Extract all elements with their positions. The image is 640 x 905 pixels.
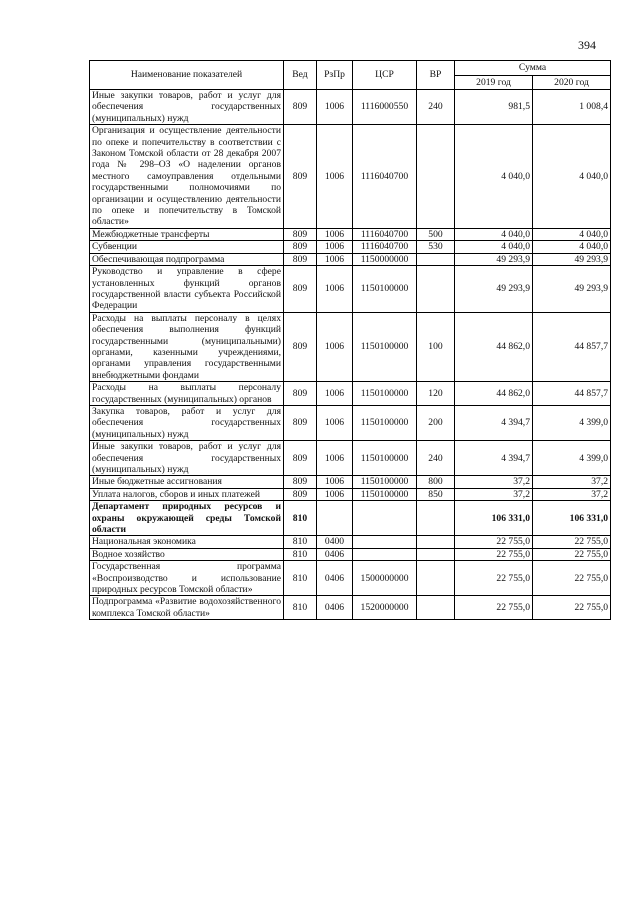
cell-2020: 22 755,0 bbox=[533, 561, 611, 596]
cell-vr bbox=[417, 253, 455, 265]
table-row bbox=[90, 90, 611, 125]
table-row bbox=[90, 228, 611, 240]
budget-table bbox=[89, 60, 611, 620]
cell-ved: 810 bbox=[284, 501, 317, 536]
cell-rzpr: 1006 bbox=[317, 125, 353, 229]
table-row bbox=[90, 266, 611, 313]
cell-rzpr: 1006 bbox=[317, 441, 353, 476]
cell-2019: 981,5 bbox=[455, 90, 533, 125]
cell-rzpr: 0406 bbox=[317, 548, 353, 560]
cell-name: Водное хозяйство bbox=[90, 548, 284, 560]
cell-csr bbox=[353, 536, 417, 548]
cell-ved: 809 bbox=[284, 228, 317, 240]
cell-name: Иные закупки товаров, работ и услуг для обеспечения государственных (муниципальных) нужд bbox=[90, 441, 284, 476]
cell-vr: 530 bbox=[417, 241, 455, 253]
table-row bbox=[90, 382, 611, 406]
table-row bbox=[90, 501, 611, 536]
cell-2019: 37,2 bbox=[455, 488, 533, 500]
header-2019: 2019 год bbox=[455, 76, 533, 90]
cell-2019: 44 862,0 bbox=[455, 312, 533, 381]
cell-vr bbox=[417, 536, 455, 548]
cell-ved: 809 bbox=[284, 312, 317, 381]
cell-name: Иные бюджетные ассигнования bbox=[90, 476, 284, 488]
cell-2020: 1 008,4 bbox=[533, 90, 611, 125]
cell-vr: 800 bbox=[417, 476, 455, 488]
cell-ved: 809 bbox=[284, 405, 317, 440]
table-row bbox=[90, 548, 611, 560]
cell-rzpr: 1006 bbox=[317, 253, 353, 265]
table-row bbox=[90, 596, 611, 620]
cell-ved: 810 bbox=[284, 536, 317, 548]
cell-csr: 1150100000 bbox=[353, 488, 417, 500]
header-ved: Вед bbox=[284, 61, 317, 90]
cell-2019: 4 394,7 bbox=[455, 405, 533, 440]
cell-csr: 1150100000 bbox=[353, 476, 417, 488]
table-row bbox=[90, 312, 611, 381]
cell-rzpr: 1006 bbox=[317, 382, 353, 406]
cell-ved: 809 bbox=[284, 266, 317, 313]
cell-name: Межбюджетные трансферты bbox=[90, 228, 284, 240]
cell-csr: 1116040700 bbox=[353, 241, 417, 253]
cell-vr: 240 bbox=[417, 90, 455, 125]
cell-2020: 44 857,7 bbox=[533, 312, 611, 381]
cell-vr: 120 bbox=[417, 382, 455, 406]
header-name: Наименование показателей bbox=[90, 61, 284, 90]
cell-name: Субвенции bbox=[90, 241, 284, 253]
cell-2019: 22 755,0 bbox=[455, 536, 533, 548]
cell-name: Иные закупки товаров, работ и услуг для обеспечения государственных (муниципальных) нужд bbox=[90, 90, 284, 125]
cell-2019: 44 862,0 bbox=[455, 382, 533, 406]
cell-rzpr bbox=[317, 501, 353, 536]
cell-2020: 106 331,0 bbox=[533, 501, 611, 536]
cell-ved: 809 bbox=[284, 382, 317, 406]
cell-2020: 49 293,9 bbox=[533, 266, 611, 313]
table-row bbox=[90, 405, 611, 440]
cell-2019: 106 331,0 bbox=[455, 501, 533, 536]
cell-2020: 4 040,0 bbox=[533, 228, 611, 240]
table-row bbox=[90, 125, 611, 229]
cell-ved: 810 bbox=[284, 596, 317, 620]
cell-ved: 810 bbox=[284, 548, 317, 560]
cell-2020: 37,2 bbox=[533, 476, 611, 488]
cell-name: Уплата налогов, сборов и иных платежей bbox=[90, 488, 284, 500]
cell-name: Расходы на выплаты персоналу в целях обеспечения выполнения функций государственными (муниципальными) органами, казенными учреждениями, органами управления государственными внебюджетными фондами bbox=[90, 312, 284, 381]
cell-name: Национальная экономика bbox=[90, 536, 284, 548]
cell-csr: 1150100000 bbox=[353, 312, 417, 381]
cell-rzpr: 0406 bbox=[317, 561, 353, 596]
cell-rzpr: 1006 bbox=[317, 405, 353, 440]
cell-csr: 1150100000 bbox=[353, 266, 417, 313]
cell-rzpr: 0406 bbox=[317, 596, 353, 620]
cell-2019: 4 040,0 bbox=[455, 125, 533, 229]
cell-vr bbox=[417, 596, 455, 620]
cell-rzpr: 1006 bbox=[317, 90, 353, 125]
cell-2020: 4 399,0 bbox=[533, 405, 611, 440]
cell-csr bbox=[353, 548, 417, 560]
cell-csr: 1116040700 bbox=[353, 228, 417, 240]
cell-2019: 22 755,0 bbox=[455, 548, 533, 560]
cell-rzpr: 0400 bbox=[317, 536, 353, 548]
cell-ved: 809 bbox=[284, 241, 317, 253]
table-row bbox=[90, 441, 611, 476]
cell-ved: 809 bbox=[284, 90, 317, 125]
cell-name: Государственная программа «Воспроизводство и использование природных ресурсов Томской области» bbox=[90, 561, 284, 596]
cell-vr bbox=[417, 266, 455, 313]
cell-vr: 200 bbox=[417, 405, 455, 440]
cell-name: Департамент природных ресурсов и охраны окружающей среды Томской области bbox=[90, 501, 284, 536]
cell-2019: 22 755,0 bbox=[455, 596, 533, 620]
header-rzpr: РзПр bbox=[317, 61, 353, 90]
cell-2020: 4 040,0 bbox=[533, 241, 611, 253]
cell-csr: 1500000000 bbox=[353, 561, 417, 596]
cell-rzpr: 1006 bbox=[317, 228, 353, 240]
cell-csr: 1150100000 bbox=[353, 405, 417, 440]
cell-2019: 4 394,7 bbox=[455, 441, 533, 476]
cell-2020: 22 755,0 bbox=[533, 536, 611, 548]
cell-ved: 810 bbox=[284, 561, 317, 596]
cell-vr: 850 bbox=[417, 488, 455, 500]
cell-name: Организация и осуществление деятельности по опеке и попечительству в соответствии с Законом Томской области от 28 декабря 2007 года № 298–ОЗ «О наделении органов местного самоуправления отдельными государственными полномочиями по организации и осуществлению деятельности по опеке и попечительству в Томской области» bbox=[90, 125, 284, 229]
cell-name: Закупка товаров, работ и услуг для обеспечения государственных (муниципальных) нужд bbox=[90, 405, 284, 440]
cell-rzpr: 1006 bbox=[317, 488, 353, 500]
cell-2019: 22 755,0 bbox=[455, 561, 533, 596]
cell-ved: 809 bbox=[284, 253, 317, 265]
table-row bbox=[90, 241, 611, 253]
cell-csr: 1150100000 bbox=[353, 441, 417, 476]
cell-ved: 809 bbox=[284, 441, 317, 476]
cell-2019: 49 293,9 bbox=[455, 266, 533, 313]
cell-vr: 100 bbox=[417, 312, 455, 381]
cell-2020: 4 399,0 bbox=[533, 441, 611, 476]
cell-vr bbox=[417, 501, 455, 536]
cell-name: Расходы на выплаты персоналу государственных (муниципальных) органов bbox=[90, 382, 284, 406]
cell-rzpr: 1006 bbox=[317, 476, 353, 488]
cell-2020: 49 293,9 bbox=[533, 253, 611, 265]
header-2020: 2020 год bbox=[533, 76, 611, 90]
cell-name: Руководство и управление в сфере установленных функций органов государственной власти субъекта Российской Федерации bbox=[90, 266, 284, 313]
cell-2019: 4 040,0 bbox=[455, 241, 533, 253]
header-csr: ЦСР bbox=[353, 61, 417, 90]
header-vr: ВР bbox=[417, 61, 455, 90]
page-number: 394 bbox=[578, 38, 596, 52]
table-body bbox=[90, 90, 611, 620]
cell-csr: 1150000000 bbox=[353, 253, 417, 265]
cell-csr: 1520000000 bbox=[353, 596, 417, 620]
cell-csr: 1116000550 bbox=[353, 90, 417, 125]
cell-vr: 240 bbox=[417, 441, 455, 476]
cell-csr bbox=[353, 501, 417, 536]
cell-2020: 22 755,0 bbox=[533, 548, 611, 560]
cell-name: Подпрограмма «Развитие водохозяйственного комплекса Томской области» bbox=[90, 596, 284, 620]
cell-csr: 1150100000 bbox=[353, 382, 417, 406]
cell-2020: 44 857,7 bbox=[533, 382, 611, 406]
cell-vr bbox=[417, 548, 455, 560]
cell-rzpr: 1006 bbox=[317, 266, 353, 313]
table-row bbox=[90, 488, 611, 500]
cell-csr: 1116040700 bbox=[353, 125, 417, 229]
cell-name: Обеспечивающая подпрограмма bbox=[90, 253, 284, 265]
cell-2020: 37,2 bbox=[533, 488, 611, 500]
header-sum: Сумма bbox=[455, 61, 611, 76]
cell-rzpr: 1006 bbox=[317, 241, 353, 253]
table-row bbox=[90, 536, 611, 548]
cell-ved: 809 bbox=[284, 125, 317, 229]
cell-vr bbox=[417, 125, 455, 229]
cell-ved: 809 bbox=[284, 488, 317, 500]
cell-rzpr: 1006 bbox=[317, 312, 353, 381]
table-row bbox=[90, 476, 611, 488]
cell-2020: 4 040,0 bbox=[533, 125, 611, 229]
cell-vr: 500 bbox=[417, 228, 455, 240]
table-row bbox=[90, 561, 611, 596]
cell-ved: 809 bbox=[284, 476, 317, 488]
cell-2020: 22 755,0 bbox=[533, 596, 611, 620]
cell-2019: 4 040,0 bbox=[455, 228, 533, 240]
cell-2019: 49 293,9 bbox=[455, 253, 533, 265]
table-row bbox=[90, 253, 611, 265]
cell-vr bbox=[417, 561, 455, 596]
cell-2019: 37,2 bbox=[455, 476, 533, 488]
